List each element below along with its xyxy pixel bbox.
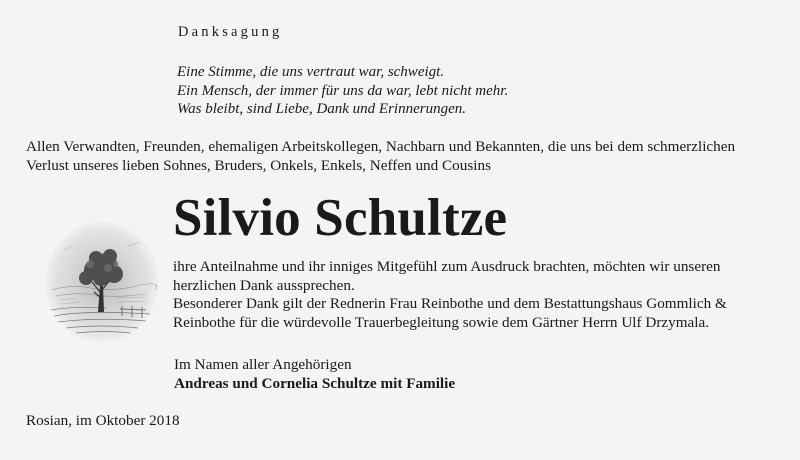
closing-line: Im Namen aller Angehörigen (174, 356, 352, 373)
intro-text (26, 138, 786, 175)
intro-line: Verlust unseres lieben Sohnes, Bruders, Onkels, Enkels, Neffen und Cousins (26, 156, 491, 174)
body-line: Reinbothe für die würdevolle Trauerbegleitung sowie dem Gärtner Herrn Ulf Drzymala. (173, 313, 710, 331)
tree-landscape-sketch-icon (46, 220, 158, 345)
body-text (173, 258, 793, 332)
place-date: Rosian, im Oktober 2018 (26, 412, 180, 429)
closing (174, 356, 455, 393)
intro-line: Allen Verwandten, Freunden, ehemaligen Arbeitskollegen, Nachbarn und Bekannten, die uns bei dem schmerzlichen (26, 138, 736, 155)
body-line: ihre Anteilnahme und ihr inniges Mitgefühl zum Ausdruck brachten, möchten wir unseren (173, 258, 721, 275)
deceased-name: Silvio Schultze (173, 189, 508, 247)
body-line: herzlichen Dank aussprechen. (173, 276, 355, 294)
signature: Andreas und Cornelia Schultze mit Familie (174, 374, 456, 392)
poem-line: Was bleibt, sind Liebe, Dank und Erinnerungen. (177, 101, 467, 117)
poem-line: Eine Stimme, die uns vertraut war, schweigt. (177, 64, 445, 80)
poem-line: Ein Mensch, der immer für uns da war, lebt nicht mehr. (177, 82, 509, 99)
poem (177, 63, 508, 119)
body-line: Besonderer Dank gilt der Rednerin Frau Reinbothe und dem Bestattungshaus Gommlich & (173, 295, 727, 312)
notice-heading: Danksagung (178, 24, 283, 40)
